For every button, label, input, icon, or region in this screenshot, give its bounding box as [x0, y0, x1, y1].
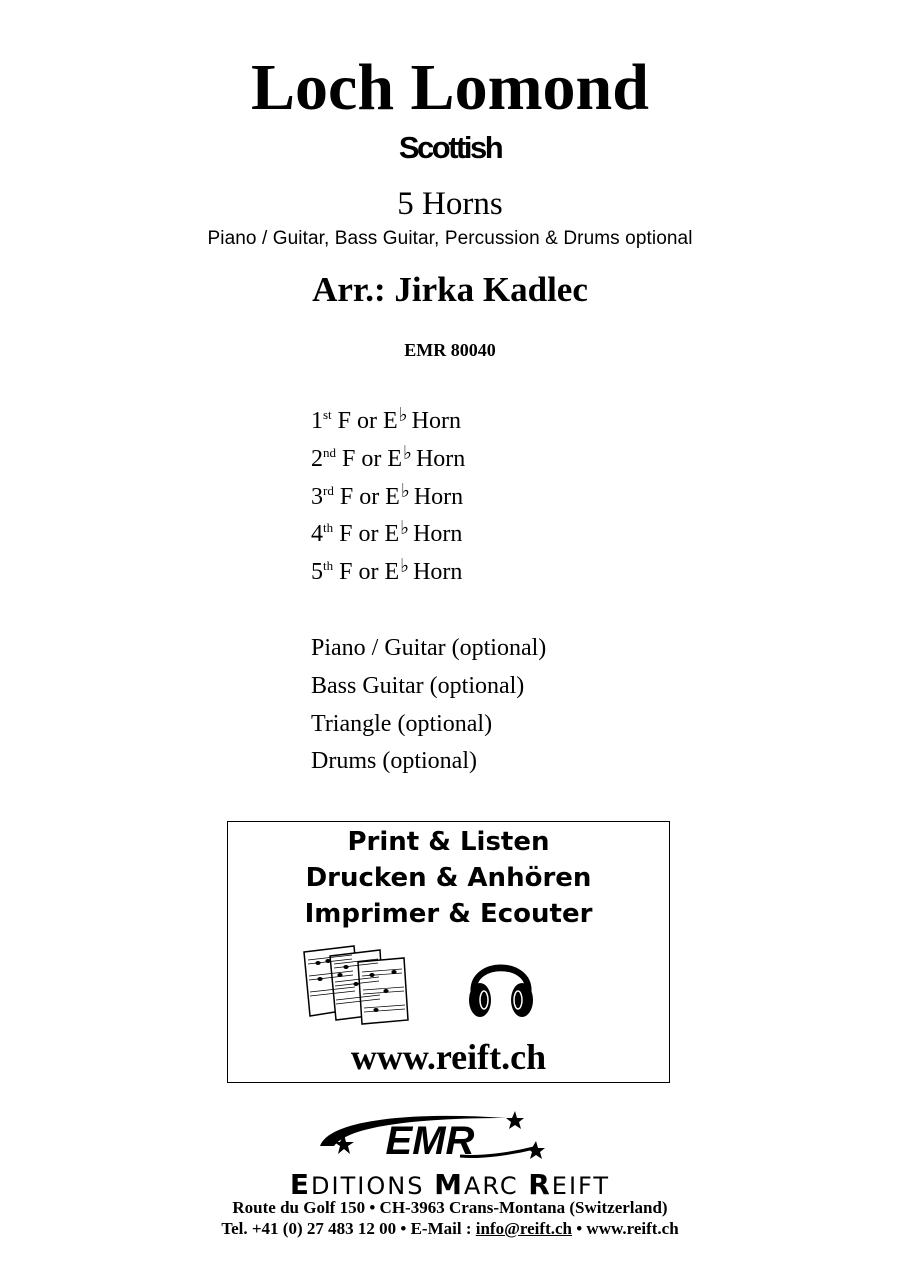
email-link[interactable]: info@reift.ch	[475, 1219, 572, 1238]
publisher-name: EDITIONS MARC REIFT	[289, 1168, 611, 1201]
promo-line-2: Drucken & Anhören	[305, 863, 592, 893]
part-item: 2nd F or E♭ Horn	[311, 442, 466, 472]
star-icon	[506, 1111, 524, 1129]
website-link[interactable]: www.reift.ch	[350, 1037, 547, 1077]
part-item: 1st F or E♭ Horn	[311, 405, 461, 434]
optional-part-item: Piano / Guitar (optional)	[311, 635, 547, 661]
subtitle: Scottish	[398, 130, 502, 165]
headphones-icon	[466, 946, 536, 1022]
sheet-music-icon	[300, 944, 412, 1026]
flat-icon: ♭	[400, 518, 410, 540]
emr-logo	[310, 1108, 550, 1170]
svg-text:EMR: EMR	[385, 1119, 475, 1163]
promo-line-3: Imprimer & Ecouter	[304, 899, 593, 929]
flat-icon: ♭	[400, 556, 410, 578]
part-item: 3rd F or E♭ Horn	[311, 480, 464, 510]
optional-parts-list	[311, 630, 546, 781]
parts-list	[311, 403, 465, 592]
optional-part-item: Triangle (optional)	[311, 710, 493, 737]
print-listen-box	[227, 821, 670, 1083]
optional-part-item: Bass Guitar (optional)	[311, 672, 525, 699]
arranger: Arr.: Jirka Kadlec	[312, 270, 588, 309]
contact-line: Tel. +41 (0) 27 483 12 00 • E-Mail : info@reift.ch • www.reift.ch	[221, 1219, 679, 1238]
optional-part-item: Drums (optional)	[311, 748, 477, 775]
part-item: 4th F or E♭ Horn	[311, 518, 463, 548]
star-icon	[527, 1141, 545, 1159]
instrumentation-optional: Piano / Guitar, Bass Guitar, Percussion & Drums optional	[207, 228, 693, 249]
flat-icon: ♭	[400, 480, 410, 502]
flat-icon: ♭	[398, 405, 408, 426]
title: Loch Lomond	[251, 51, 649, 124]
part-item: 5th F or E♭ Horn	[311, 556, 463, 586]
catalog-number: EMR 80040	[404, 340, 496, 360]
instrumentation: 5 Horns	[397, 186, 503, 222]
address-line: Route du Golf 150 • CH-3963 Crans-Montana (Switzerland)	[232, 1198, 668, 1217]
flat-icon: ♭	[403, 442, 412, 464]
promo-line-1: Print & Listen	[347, 827, 550, 857]
